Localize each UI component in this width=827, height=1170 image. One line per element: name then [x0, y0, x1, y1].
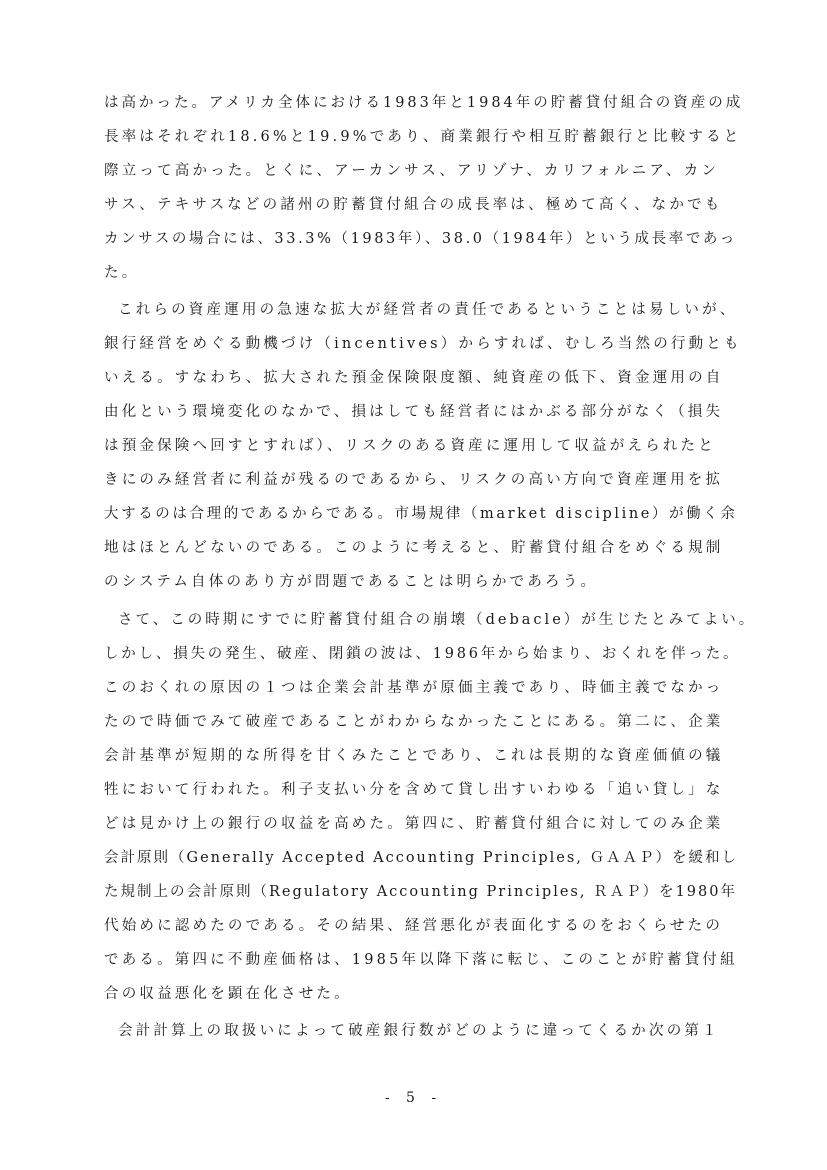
text-line: た規制上の会計原則（Regulatory Accounting Principles, ＲＡＰ）を1980年	[104, 884, 737, 900]
page-number: - 5 -	[384, 1090, 443, 1106]
text-line: 会計基準が短期的な所得を甘くみたことであり、これは長期的な資産価値の犠	[104, 748, 724, 764]
text-line: は高かった。アメリカ全体における1983年と1984年の貯蓄貸付組合の資産の成	[104, 95, 744, 111]
text-line: た。	[104, 265, 140, 281]
text-line: のシステム自体のあり方が問題であることは明らかであろう。	[104, 574, 599, 590]
text-line: サス、テキサスなどの諸州の貯蓄貸付組合の成長率は、極めて高く、なかでも	[104, 197, 723, 213]
text-line: 大するのは合理的であるからである。市場規律（market discipline）が働く余	[104, 506, 738, 522]
text-line: である。第四に不動産価格は、1985年以降下落に転じ、このことが貯蓄貸付組	[104, 952, 738, 968]
text-line: 合の収益悪化を顕在化させた。	[104, 986, 352, 1002]
text-line: たので時価でみて破産であることがわからなかったことにある。第二に、企業	[104, 714, 724, 730]
text-line: 由化という環境変化のなかで、損はしても経営者にはかぶる部分がなく（損失	[104, 404, 724, 420]
text-line: 代始めに認めたのである。その結果、経営悪化が表面化するのをおくらせたの	[104, 918, 724, 934]
text-line: 長率はそれぞれ18.6%と19.9%であり、商業銀行や相互貯蓄銀行と比較すると	[104, 129, 742, 145]
text-line: どは見かけ上の銀行の収益を高めた。第四に、貯蓄貸付組合に対してのみ企業	[104, 816, 724, 832]
text-line: このおくれの原因の１つは企業会計基準が原価主義であり、時価主義でなかっ	[104, 680, 724, 696]
text-line: しかし、損失の発生、破産、閉鎖の波は、1986年から始まり、おくれを伴った。	[104, 646, 741, 662]
paragraph-start-line: 会計計算上の取扱いによって破産銀行数がどのように違ってくるか次の第１	[118, 1023, 720, 1039]
text-line: 牲において行われた。利子支払い分を含めて貸し出すいわゆる「追い貸し」な	[104, 782, 724, 798]
paragraph-start-line: さて、この時期にすでに貯蓄貸付組合の崩壊（debacle）が生じたとみてよい。	[118, 612, 757, 628]
text-line: いえる。すなわち、拡大された預金保険限度額、純資産の低下、資金運用の自	[104, 370, 724, 386]
text-line: きにのみ経営者に利益が残るのであるから、リスクの高い方向で資産運用を拡	[104, 472, 724, 488]
text-line: 際立って高かった。とくに、アーカンサス、アリゾナ、カリフォルニア、カン	[104, 163, 720, 179]
text-line: カンサスの場合には、33.3%（1983年）、38.0（1984年）という成長率であっ	[104, 231, 737, 247]
text-line: 会計原則（Generally Accepted Accounting Principles, ＧＡＡＰ）を緩和し	[104, 850, 739, 866]
text-line: 銀行経営をめぐる動機づけ（incentives）からすれば、むしろ当然の行動とも	[104, 336, 742, 352]
text-line: 地はほとんどないのである。このように考えると、貯蓄貸付組合をめぐる規制	[104, 540, 724, 556]
text-line: は預金保険へ回すとすれば）、リスクのある資産に運用して収益がえられたと	[104, 438, 716, 454]
paragraph-start-line: これらの資産運用の急速な拡大が経営者の責任であるということは易しいが、	[118, 302, 738, 318]
